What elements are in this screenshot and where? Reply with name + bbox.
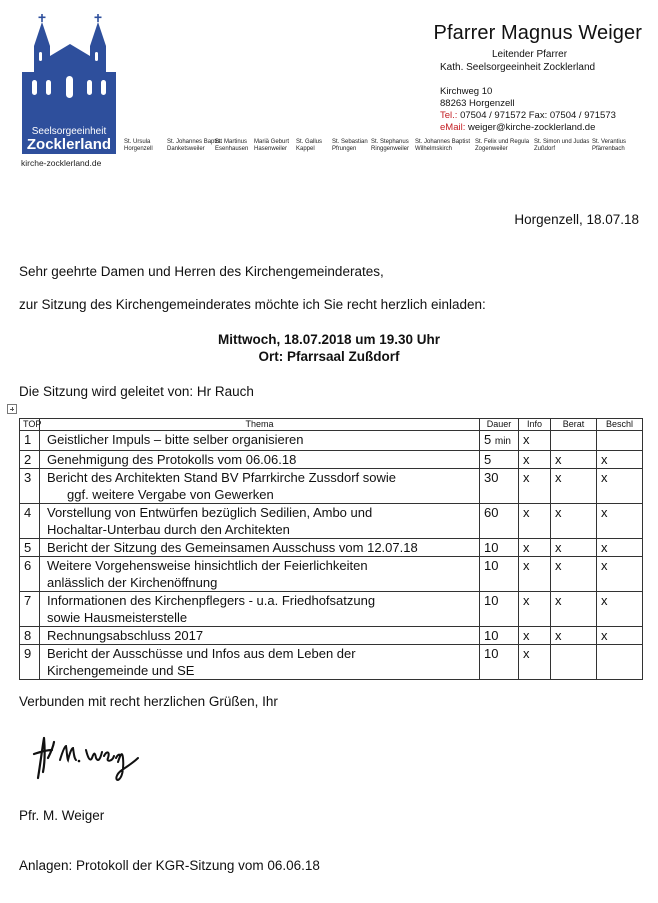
parish-item: St. Stephanus Ringgenweiler xyxy=(371,139,410,152)
sender-unit: Kath. Seelsorgeeinheit Zocklerland xyxy=(440,62,596,73)
address-city: 88263 Horgenzell xyxy=(440,98,515,109)
logo-text-line2: Zocklerland xyxy=(26,136,112,153)
parish-item: St. Martinus Esenhausen xyxy=(215,139,249,152)
cell-topic: Bericht des Architekten Stand BV Pfarrkirche Zussdorf sowie ggf. weitere Vergabe von Gewerken xyxy=(40,469,480,504)
letter-date: Horgenzell, 18.07.18 xyxy=(514,212,639,227)
phone-label: Tel.: xyxy=(440,110,458,121)
sender-address xyxy=(440,86,616,134)
sender-block xyxy=(410,22,642,133)
cell-berat xyxy=(551,645,597,680)
header-beschl: Beschl xyxy=(597,419,643,431)
table-row xyxy=(20,431,643,451)
cell-duration: 10 xyxy=(480,539,519,557)
table-row xyxy=(20,504,643,539)
cell-duration: 10 xyxy=(480,592,519,627)
cell-info: x xyxy=(519,504,551,539)
header-info: Info xyxy=(519,419,551,431)
cell-beschl: x xyxy=(597,451,643,469)
cell-info: x xyxy=(519,627,551,645)
cell-beschl: x xyxy=(597,469,643,504)
cell-berat: x xyxy=(551,504,597,539)
agenda-header-row xyxy=(20,419,643,431)
cell-top: 7 xyxy=(20,592,40,627)
header-topic: Thema xyxy=(40,419,480,431)
table-row xyxy=(20,469,643,504)
cell-beschl: x xyxy=(597,592,643,627)
parish-item: St. Felix und Regula Zogenweiler xyxy=(475,139,530,152)
cell-topic: Geistlicher Impuls – bitte selber organisieren xyxy=(40,431,480,451)
cell-berat: x xyxy=(551,627,597,645)
cell-topic: Informationen des Kirchenpflegers - u.a. Friedhofsatzung sowie Hausmeisterstelle xyxy=(40,592,480,627)
meeting-place: Ort: Pfarrsaal Zußdorf xyxy=(258,349,400,364)
parish-item: St. Gallus Kappel xyxy=(296,139,323,152)
cell-berat xyxy=(551,431,597,451)
parish-item: St. Johannes Baptist Wilhelmskirch xyxy=(415,139,471,152)
table-row xyxy=(20,592,643,627)
parish-logo xyxy=(20,12,116,172)
email-address[interactable]: weiger@kirche-zocklerland.de xyxy=(467,122,596,133)
cell-top: 1 xyxy=(20,431,40,451)
cell-info: x xyxy=(519,451,551,469)
cell-beschl: x xyxy=(597,539,643,557)
header-top: TOP xyxy=(20,419,40,431)
header-berat: Berat xyxy=(551,419,597,431)
email-line xyxy=(440,122,616,134)
cell-beschl: x xyxy=(597,504,643,539)
phone-number: 07504 / 971572 Fax: 07504 / 971573 xyxy=(460,110,616,121)
cell-beschl: x xyxy=(597,557,643,592)
parish-item: St. Simon und Judas Zußdorf xyxy=(534,139,590,152)
cell-top: 5 xyxy=(20,539,40,557)
cell-info: x xyxy=(519,557,551,592)
cell-top: 9 xyxy=(20,645,40,680)
cell-beschl: x xyxy=(597,627,643,645)
cell-info: x xyxy=(519,539,551,557)
table-move-handle-icon[interactable] xyxy=(7,404,17,414)
cell-topic: Bericht der Sitzung des Gemeinsamen Ausschuss vom 12.07.18 xyxy=(40,539,480,557)
cell-topic: Rechnungsabschluss 2017 xyxy=(40,627,480,645)
cell-info: x xyxy=(519,431,551,451)
cell-topic: Vorstellung von Entwürfen bezüglich Sedilien, Ambo und Hochaltar-Unterbau durch den Architekten xyxy=(40,504,480,539)
closing-line: Verbunden mit recht herzlichen Grüßen, Ihr xyxy=(19,694,278,709)
cell-berat: x xyxy=(551,451,597,469)
cell-beschl xyxy=(597,645,643,680)
meeting-date: Mittwoch, 18.07.2018 um 19.30 Uhr xyxy=(217,332,441,347)
cell-duration: 10 xyxy=(480,557,519,592)
phone-line xyxy=(440,110,616,122)
header-duration: Dauer xyxy=(480,419,519,431)
cell-duration: 5 min xyxy=(480,431,519,451)
table-row xyxy=(20,627,643,645)
cell-duration: 10 xyxy=(480,627,519,645)
cell-berat: x xyxy=(551,592,597,627)
cell-top: 4 xyxy=(20,504,40,539)
table-row xyxy=(20,645,643,680)
sender-name: Pfarrer Magnus Weiger xyxy=(433,22,642,44)
cell-beschl xyxy=(597,431,643,451)
parish-item: St. Ursula Horgenzell xyxy=(124,139,153,152)
cell-top: 3 xyxy=(20,469,40,504)
agenda-table xyxy=(19,418,643,680)
parish-item: St. Johannes Baptist Danketsweiler xyxy=(167,139,223,152)
address-street: Kirchweg 10 xyxy=(440,86,493,97)
parish-item: St. Sebastian Pfrungen xyxy=(332,139,368,152)
cell-top: 6 xyxy=(20,557,40,592)
table-row xyxy=(20,539,643,557)
cell-topic: Weitere Vorgehensweise hinsichtlich der Feierlichkeiten anlässlich der Kirchenöffnung xyxy=(40,557,480,592)
website-link[interactable]: kirche-zocklerland.de xyxy=(21,158,102,168)
cell-duration: 10 xyxy=(480,645,519,680)
cell-topic: Genehmigung des Protokolls vom 06.06.18 xyxy=(40,451,480,469)
cell-duration: 30 xyxy=(480,469,519,504)
parish-item: Mariä Geburt Hasenweiler xyxy=(254,139,290,152)
cell-duration: 5 xyxy=(480,451,519,469)
table-row xyxy=(20,451,643,469)
cell-berat: x xyxy=(551,469,597,504)
cell-info: x xyxy=(519,469,551,504)
church-towers-logo xyxy=(20,12,116,162)
invitation-text: zur Sitzung des Kirchengemeinderates möchte ich Sie recht herzlich einladen: xyxy=(19,297,486,312)
salutation: Sehr geehrte Damen und Herren des Kirchengemeinderates, xyxy=(19,264,384,279)
sender-role: Leitender Pfarrer xyxy=(492,49,568,60)
signer-name: Pfr. M. Weiger xyxy=(19,808,105,823)
cell-info: x xyxy=(519,592,551,627)
attachments-line: Anlagen: Protokoll der KGR-Sitzung vom 06.06.18 xyxy=(19,858,320,873)
meeting-chair: Die Sitzung wird geleitet von: Hr Rauch xyxy=(19,384,254,399)
cell-top: 8 xyxy=(20,627,40,645)
table-row xyxy=(20,557,643,592)
cell-top: 2 xyxy=(20,451,40,469)
cell-duration: 60 xyxy=(480,504,519,539)
cell-berat: x xyxy=(551,557,597,592)
cell-berat: x xyxy=(551,539,597,557)
logo-text-line1: Seelsorgeeinheit xyxy=(31,126,107,137)
email-label: eMail: xyxy=(440,122,466,133)
parish-item: St. Verantius Pfärrenbach xyxy=(592,139,627,152)
cell-topic: Bericht der Ausschüsse und Infos aus dem Leben der Kirchengemeinde und SE xyxy=(40,645,480,680)
handwritten-signature xyxy=(30,728,160,784)
cell-info: x xyxy=(519,645,551,680)
